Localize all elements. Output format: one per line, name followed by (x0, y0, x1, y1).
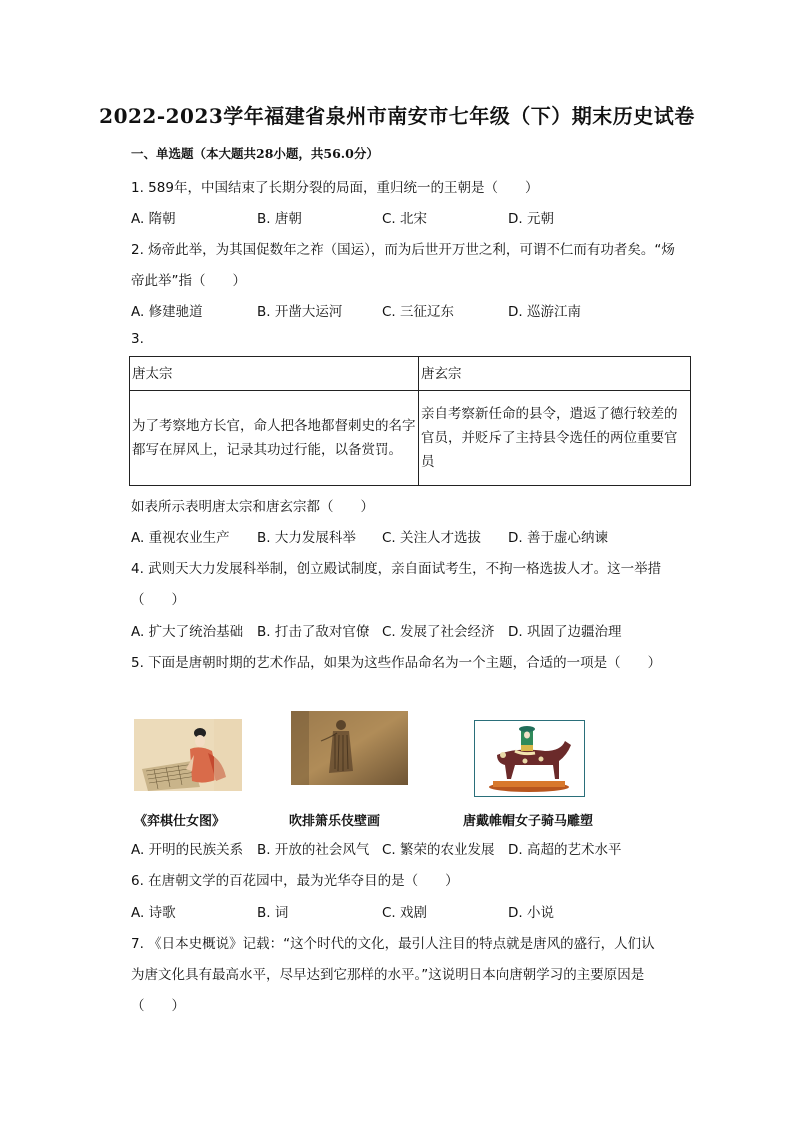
option-b: B. 开放的社会风气 (257, 842, 370, 858)
question-4-stem-line1: 4. 武则天大力发展科举制，创立殿试制度，亲自面试考生，不拘一格选拔人才。这一举措 (131, 561, 662, 577)
option-a: A. 隋朝 (131, 211, 176, 227)
option-b: B. 大力发展科举 (257, 530, 356, 546)
painting-weiqi-ladies-image (134, 719, 242, 791)
table-header-xuanzong: 唐玄宗 (419, 357, 691, 391)
option-d: D. 善于虚心纳谏 (508, 530, 608, 546)
option-b: B. 词 (257, 905, 289, 921)
question-2-stem-line2: 帝此举”指（ ） (131, 273, 246, 289)
option-c: C. 繁荣的农业发展 (382, 842, 495, 858)
table-header-taizong: 唐太宗 (130, 357, 419, 391)
question-7-stem-line2: 为唐文化具有最高水平，尽早达到它那样的水平。”这说明日本向唐朝学习的主要原因是 (131, 967, 645, 983)
option-a: A. 修建驰道 (131, 304, 203, 320)
sculpture-woman-riding-horse-image (474, 720, 585, 797)
option-c: C. 关注人才选拔 (382, 530, 482, 546)
question-4-stem-line2: （ ） (131, 592, 185, 608)
option-d: D. 高超的艺术水平 (508, 842, 622, 858)
option-b: B. 打击了敌对官僚 (257, 624, 370, 640)
question-1-stem: 1. 589年，中国结束了长期分裂的局面，重归统一的王朝是（ ） (131, 180, 539, 196)
option-c: C. 戏剧 (382, 905, 428, 921)
table-cell-xuanzong: 亲自考察新任命的县令，遣返了德行较差的官员，并贬斥了主持县令选任的两位重要官员 (419, 391, 691, 486)
section-heading: 一、单选题（本大题共28小题，共56.0分） (131, 146, 379, 161)
option-d: D. 巡游江南 (508, 304, 581, 320)
option-a: A. 开明的民族关系 (131, 842, 244, 858)
option-a: A. 扩大了统治基础 (131, 624, 244, 640)
option-b: B. 开凿大运河 (257, 304, 343, 320)
option-d: D. 小说 (508, 905, 554, 921)
option-c: C. 三征辽东 (382, 304, 455, 320)
caption-musician-mural: 吹排箫乐伎壁画 (289, 814, 381, 829)
option-b: B. 唐朝 (257, 211, 302, 227)
question-3-stem: 如表所示表明唐太宗和唐玄宗都（ ） (131, 499, 374, 515)
caption-horse-rider: 唐戴帷帽女子骑马雕塑 (463, 814, 594, 829)
page-title: 2022-2023学年福建省泉州市南安市七年级（下）期末历史试卷 (99, 104, 695, 128)
question-3-number: 3. (131, 331, 144, 347)
option-c: C. 发展了社会经济 (382, 624, 495, 640)
question-7-stem-line1: 7. 《日本史概说》记载：“这个时代的文化，最引人注目的特点就是唐风的盛行，人们认 (131, 936, 655, 952)
caption-weiqi-ladies: 《弈棋仕女图》 (134, 814, 226, 829)
question-2-stem-line1: 2. 炀帝此举，为其国促数年之祚（国运），而为后世开万世之利，可谓不仁而有功者矣。“炀 (131, 242, 675, 258)
question-5-stem: 5. 下面是唐朝时期的艺术作品，如果为这些作品命名为一个主题，合适的一项是（ ） (131, 655, 662, 671)
option-c: C. 北宋 (382, 211, 428, 227)
mural-paixiao-musician-image (291, 711, 408, 785)
question-6-stem: 6. 在唐朝文学的百花园中，最为光华夺目的是（ ） (131, 873, 459, 889)
comparison-table (129, 356, 691, 486)
option-d: D. 元朝 (508, 211, 554, 227)
option-a: A. 诗歌 (131, 905, 176, 921)
question-7-stem-line3: （ ） (131, 998, 185, 1014)
option-d: D. 巩固了边疆治理 (508, 624, 622, 640)
option-a: A. 重视农业生产 (131, 530, 230, 546)
table-cell-taizong: 为了考察地方长官，命人把各地都督刺史的名字都写在屏风上，记录其功过行能，以备赏罚。 (130, 391, 419, 486)
